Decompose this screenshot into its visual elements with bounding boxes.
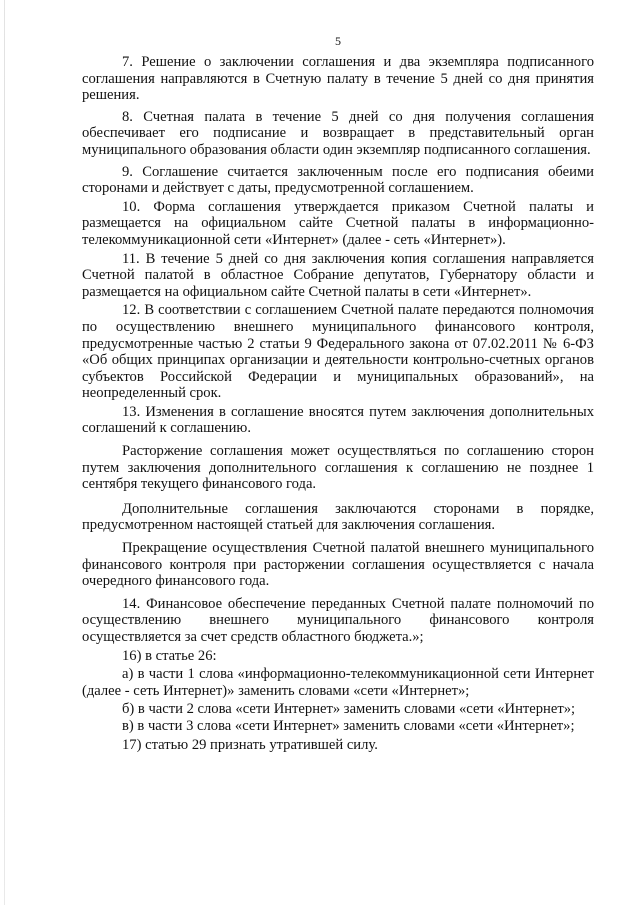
paragraph-cessation: Прекращение осуществления Счетной палатой внешнего муниципального финансового контроля при расторжении соглашения осуществляется с начала очередного финансового года.	[82, 540, 594, 590]
scan-edge-line	[4, 0, 5, 905]
paragraph-item-16a: а) в части 1 слова «информационно-телекоммуникационной сети Интернет (далее - сеть Интернет)» заменить словами «сети «Интернет»;	[82, 666, 594, 699]
paragraph-additional-agreements: Дополнительные соглашения заключаются сторонами в порядке, предусмотренном настоящей статьей для заключения соглашения.	[82, 500, 594, 534]
paragraph-item-16c: в) в части 3 слова «сети Интернет» заменить словами «сети «Интернет»;	[122, 717, 575, 734]
page-number: 5	[335, 34, 341, 48]
paragraph-14: 14. Финансовое обеспечение переданных Счетной палате полномочий по осуществлению внешнего муниципального финансового контроля осуществляется за счет средств областного бюджета.»;	[82, 595, 594, 645]
paragraph-9: 9. Соглашение считается заключенным после его подписания обеими сторонами и действует с даты, предусмотренной соглашением.	[82, 163, 594, 197]
paragraph-item-17: 17) статью 29 признать утратившей силу.	[122, 736, 378, 753]
document-page	[82, 34, 594, 753]
paragraph-12: 12. В соответствии с соглашением Счетной палате передаются полномочия по осуществлению внешнего муниципального финансового контроля, предусмотренные частью 2 статьи 9 Федерального закона от 07.02.2011 № 6-ФЗ «Об общих принципах организации и деятельности контрольно-счетных органов субъектов Российской Федерации и муниципальных образований», на неопределенный срок.	[82, 302, 594, 402]
paragraph-7: 7. Решение о заключении соглашения и два экземпляра подписанного соглашения направляются в Счетную палату в течение 5 дней со дня принятия решения.	[82, 54, 594, 104]
paragraph-8: 8. Счетная палата в течение 5 дней со дня получения соглашения обеспечивает его подписание и возвращает в представительный орган муниципального образования области один экземпляр подписанного соглашения.	[82, 108, 594, 158]
paragraph-termination: Расторжение соглашения может осуществляться по соглашению сторон путем заключения дополнительного соглашения к соглашению не позднее 1 сентября текущего финансового года.	[82, 443, 594, 493]
paragraph-11: 11. В течение 5 дней со дня заключения копия соглашения направляется Счетной палатой в областное Собрание депутатов, Губернатору области и размещается на официальном сайте Счетной палаты в сети «Интернет».	[82, 250, 594, 300]
paragraph-13: 13. Изменения в соглашение вносятся путем заключения дополнительных соглашений к соглашению.	[82, 403, 594, 437]
paragraph-item-16: 16) в статье 26:	[122, 647, 217, 664]
paragraph-10: 10. Форма соглашения утверждается приказом Счетной палаты и размещается на официальном сайте Счетной палаты в информационно-телекоммуникационной сети «Интернет» (далее - сеть «Интернет»).	[82, 198, 594, 248]
paragraph-item-16b: б) в части 2 слова «сети Интернет» заменить словами «сети «Интернет»;	[122, 701, 576, 718]
